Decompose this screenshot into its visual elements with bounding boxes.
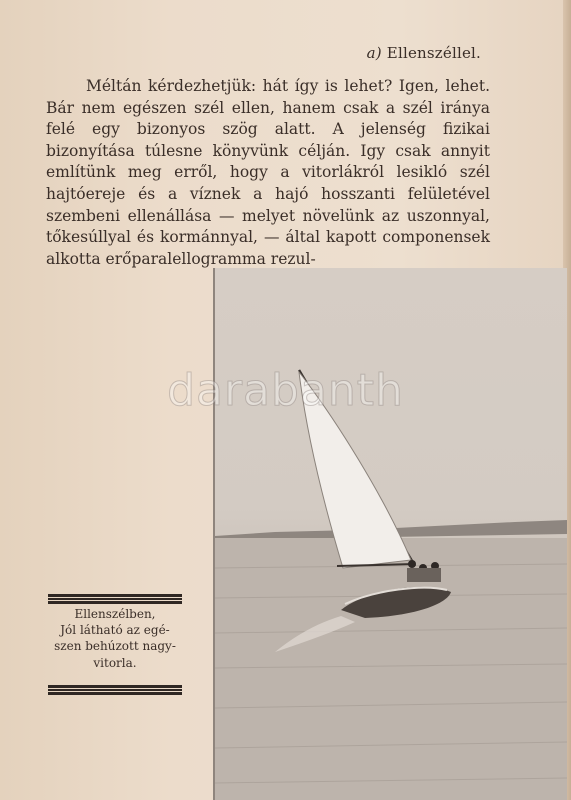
watermark: darabanth — [167, 365, 404, 416]
section-heading-title: Ellenszéllel. — [386, 44, 481, 62]
caption-line: vitorla. — [93, 655, 137, 670]
section-heading — [367, 44, 481, 62]
section-heading-prefix: a) — [366, 44, 382, 62]
caption-line: szen behúzott nagy- — [54, 639, 176, 654]
body-paragraph: Méltán kérdezhetjük: hát így is lehet? Igen, lehet. Bár nem egészen szél ellen, hanem csak a szél iránya felé egy bizonyos szög alatt. A jelenség fizikai bizonyítása túlesne könyvünk célján. Igy csak annyit említünk meg erről, hogy a vitorlákról lesikló szél hajtóereje és a víznek a hajó hosszanti felületével szembeni ellenállása — melyet növelünk az uszonnyal, tőkesúllyal és kormánnyal, — által kapott componensek alkotta erőparalellogramma rezul- — [46, 77, 490, 268]
caption-rule-top — [48, 594, 182, 604]
sailboat-photo — [213, 268, 567, 800]
caption-rule-bottom — [48, 685, 182, 695]
sailboat-illustration — [215, 268, 567, 800]
caption-line: Ellenszélben, — [74, 607, 156, 621]
caption-line: Jól látható az egé- — [60, 623, 170, 638]
photo-caption — [40, 606, 190, 671]
